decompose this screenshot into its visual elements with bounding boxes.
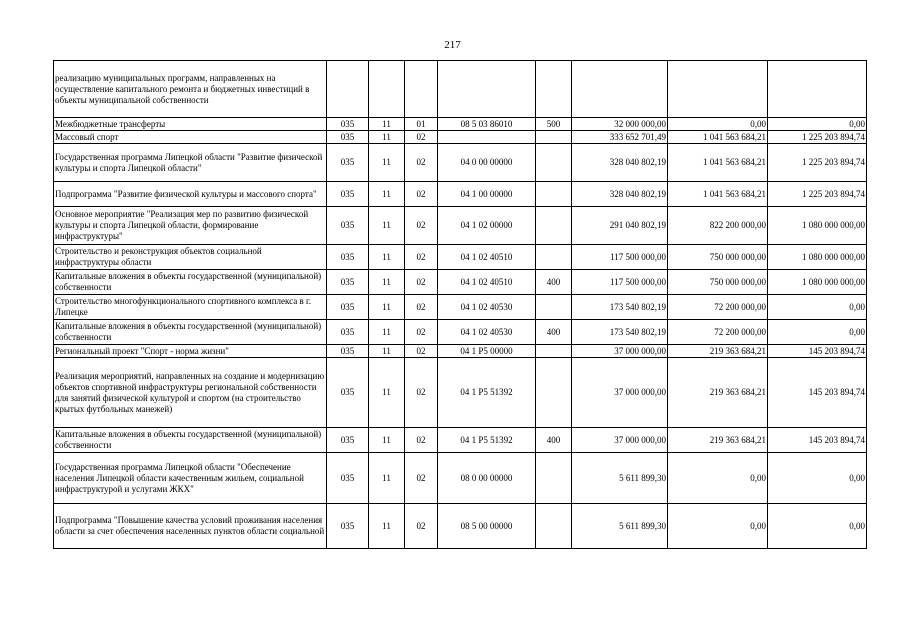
section-code: 11 [369, 245, 405, 270]
amount-year-1: 173 540 802,19 [572, 320, 668, 345]
section-code: 11 [369, 270, 405, 295]
expense-type-code [536, 358, 572, 428]
amount-year-2: 750 000 000,00 [668, 245, 768, 270]
section-code [369, 61, 405, 118]
target-article-code: 08 5 03 86010 [438, 118, 536, 131]
ministry-code: 035 [327, 320, 369, 345]
table-row [54, 428, 867, 453]
section-code: 11 [369, 453, 405, 504]
table-row [54, 345, 867, 358]
table-row [54, 131, 867, 144]
amount-year-1: 37 000 000,00 [572, 428, 668, 453]
ministry-code: 035 [327, 345, 369, 358]
amount-year-3: 0,00 [768, 320, 867, 345]
amount-year-3: 0,00 [768, 453, 867, 504]
ministry-code: 035 [327, 144, 369, 182]
expense-type-code [536, 453, 572, 504]
subsection-code: 02 [405, 504, 438, 549]
table-row [54, 270, 867, 295]
table-row [54, 504, 867, 549]
subsection-code: 02 [405, 295, 438, 320]
row-description: Реализация мероприятий, направленных на создание и модернизацию объектов спортивной инфраструктуры региональной собственности для занятий физической культурой и спортом (на строительство крытых футбольных манежей) [54, 358, 327, 428]
amount-year-1: 37 000 000,00 [572, 358, 668, 428]
subsection-code: 01 [405, 118, 438, 131]
section-code: 11 [369, 207, 405, 245]
amount-year-2: 0,00 [668, 504, 768, 549]
table-row [54, 245, 867, 270]
amount-year-2: 219 363 684,21 [668, 345, 768, 358]
subsection-code: 02 [405, 245, 438, 270]
subsection-code: 02 [405, 320, 438, 345]
table-row [54, 118, 867, 131]
ministry-code: 035 [327, 428, 369, 453]
table-body [54, 61, 867, 549]
table-row [54, 61, 867, 118]
ministry-code: 035 [327, 131, 369, 144]
section-code: 11 [369, 345, 405, 358]
amount-year-3: 0,00 [768, 118, 867, 131]
expense-type-code: 500 [536, 118, 572, 131]
ministry-code: 035 [327, 207, 369, 245]
section-code: 11 [369, 295, 405, 320]
amount-year-2: 0,00 [668, 118, 768, 131]
expense-type-code [536, 504, 572, 549]
table-row [54, 295, 867, 320]
section-code: 11 [369, 131, 405, 144]
table-row [54, 207, 867, 245]
amount-year-1 [572, 61, 668, 118]
subsection-code: 02 [405, 207, 438, 245]
subsection-code: 02 [405, 144, 438, 182]
row-description: Межбюджетные трансферты [54, 118, 327, 131]
section-code: 11 [369, 428, 405, 453]
amount-year-3: 1 080 000 000,00 [768, 270, 867, 295]
target-article-code [438, 131, 536, 144]
expense-type-code: 400 [536, 270, 572, 295]
subsection-code: 02 [405, 453, 438, 504]
row-description: Подпрограмма "Повышение качества условий проживания населения области за счет обеспечения населенных пунктов области социальной [54, 504, 327, 549]
row-description: реализацию муниципальных программ, направленных на осуществление капитального ремонта и бюджетных инвестиций в объекты муниципальной собственности [54, 61, 327, 118]
amount-year-2: 1 041 563 684,21 [668, 131, 768, 144]
amount-year-2: 1 041 563 684,21 [668, 182, 768, 207]
table-row [54, 144, 867, 182]
amount-year-2: 219 363 684,21 [668, 358, 768, 428]
row-description: Строительство и реконструкция объектов социальной инфраструктуры области [54, 245, 327, 270]
ministry-code [327, 61, 369, 118]
expense-type-code [536, 61, 572, 118]
section-code: 11 [369, 182, 405, 207]
expense-type-code: 400 [536, 428, 572, 453]
amount-year-2: 822 200 000,00 [668, 207, 768, 245]
target-article-code: 04 1 02 40530 [438, 320, 536, 345]
amount-year-1: 333 652 701,49 [572, 131, 668, 144]
ministry-code: 035 [327, 358, 369, 428]
table-row [54, 320, 867, 345]
amount-year-1: 5 611 899,30 [572, 504, 668, 549]
subsection-code: 02 [405, 131, 438, 144]
row-description: Государственная программа Липецкой области "Развитие физической культуры и спорта Липецкой области" [54, 144, 327, 182]
target-article-code: 04 1 02 40530 [438, 295, 536, 320]
target-article-code: 04 0 00 00000 [438, 144, 536, 182]
page-number: 217 [444, 39, 461, 51]
amount-year-1: 173 540 802,19 [572, 295, 668, 320]
section-code: 11 [369, 358, 405, 428]
row-description: Капитальные вложения в объекты государственной (муниципальной) собственности [54, 270, 327, 295]
ministry-code: 035 [327, 453, 369, 504]
ministry-code: 035 [327, 295, 369, 320]
amount-year-3: 1 225 203 894,74 [768, 131, 867, 144]
target-article-code: 04 1 02 00000 [438, 207, 536, 245]
expense-type-code [536, 245, 572, 270]
ministry-code: 035 [327, 504, 369, 549]
amount-year-1: 117 500 000,00 [572, 270, 668, 295]
amount-year-2: 72 200 000,00 [668, 295, 768, 320]
amount-year-1: 37 000 000,00 [572, 345, 668, 358]
subsection-code: 02 [405, 270, 438, 295]
amount-year-3 [768, 61, 867, 118]
row-description: Региональный проект "Спорт - норма жизни" [54, 345, 327, 358]
amount-year-2: 1 041 563 684,21 [668, 144, 768, 182]
amount-year-3: 145 203 894,74 [768, 358, 867, 428]
expense-type-code [536, 144, 572, 182]
budget-table [53, 60, 867, 549]
target-article-code: 04 1 P5 00000 [438, 345, 536, 358]
subsection-code: 02 [405, 358, 438, 428]
amount-year-2: 0,00 [668, 453, 768, 504]
amount-year-3: 145 203 894,74 [768, 345, 867, 358]
ministry-code: 035 [327, 182, 369, 207]
target-article-code: 04 1 00 00000 [438, 182, 536, 207]
amount-year-1: 291 040 802,19 [572, 207, 668, 245]
target-article-code: 04 1 P5 51392 [438, 358, 536, 428]
section-code: 11 [369, 118, 405, 131]
amount-year-2: 219 363 684,21 [668, 428, 768, 453]
ministry-code: 035 [327, 118, 369, 131]
amount-year-2 [668, 61, 768, 118]
section-code: 11 [369, 504, 405, 549]
subsection-code [405, 61, 438, 118]
row-description: Капитальные вложения в объекты государственной (муниципальной) собственности [54, 320, 327, 345]
amount-year-3: 1 225 203 894,74 [768, 182, 867, 207]
table-row [54, 358, 867, 428]
subsection-code: 02 [405, 345, 438, 358]
expense-type-code [536, 207, 572, 245]
amount-year-3: 1 080 000 000,00 [768, 245, 867, 270]
amount-year-1: 117 500 000,00 [572, 245, 668, 270]
amount-year-3: 1 225 203 894,74 [768, 144, 867, 182]
row-description: Капитальные вложения в объекты государственной (муниципальной) собственности [54, 428, 327, 453]
subsection-code: 02 [405, 182, 438, 207]
target-article-code: 08 5 00 00000 [438, 504, 536, 549]
row-description: Подпрограмма "Развитие физической культуры и массового спорта" [54, 182, 327, 207]
amount-year-1: 328 040 802,19 [572, 182, 668, 207]
expense-type-code: 400 [536, 320, 572, 345]
row-description: Массовый спорт [54, 131, 327, 144]
table-row [54, 453, 867, 504]
target-article-code [438, 61, 536, 118]
section-code: 11 [369, 144, 405, 182]
row-description: Основное мероприятие "Реализация мер по развитию физической культуры и спорта Липецкой области, формирование инфраструктуры" [54, 207, 327, 245]
ministry-code: 035 [327, 270, 369, 295]
target-article-code: 04 1 P5 51392 [438, 428, 536, 453]
expense-type-code [536, 295, 572, 320]
amount-year-2: 72 200 000,00 [668, 320, 768, 345]
expense-type-code [536, 182, 572, 207]
amount-year-3: 145 203 894,74 [768, 428, 867, 453]
amount-year-3: 0,00 [768, 504, 867, 549]
table-row [54, 182, 867, 207]
target-article-code: 04 1 02 40510 [438, 245, 536, 270]
amount-year-1: 328 040 802,19 [572, 144, 668, 182]
row-description: Государственная программа Липецкой области "Обеспечение населения Липецкой области качественным жильем, социальной инфраструктурой и услугами ЖКХ" [54, 453, 327, 504]
amount-year-2: 750 000 000,00 [668, 270, 768, 295]
amount-year-3: 1 080 000 000,00 [768, 207, 867, 245]
amount-year-1: 32 000 000,00 [572, 118, 668, 131]
ministry-code: 035 [327, 245, 369, 270]
row-description: Строительство многофункционального спортивного комплекса в г. Липецке [54, 295, 327, 320]
amount-year-1: 5 611 899,30 [572, 453, 668, 504]
expense-type-code [536, 345, 572, 358]
subsection-code: 02 [405, 428, 438, 453]
target-article-code: 04 1 02 40510 [438, 270, 536, 295]
expense-type-code [536, 131, 572, 144]
section-code: 11 [369, 320, 405, 345]
amount-year-3: 0,00 [768, 295, 867, 320]
target-article-code: 08 0 00 00000 [438, 453, 536, 504]
